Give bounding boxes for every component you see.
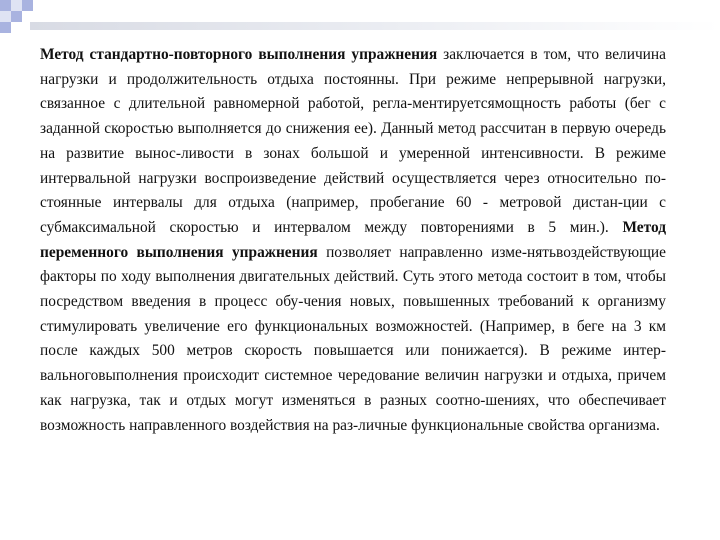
decor-square	[11, 11, 22, 22]
method-term-2: Метод переменного выполнения упражнения	[40, 218, 666, 261]
slide-header-decoration	[0, 0, 720, 40]
paragraph-part-2: позволяет направленно изме-нятьвоздействующие факторы по ходу выполнения двигательных действий. Суть этого метода состоит в том, чтобы посредством введения в процесс обу-чения новых, повышенных требований к организму стимулировать увеличение его функциональных возможностей. (Например, в беге на 3 км после каждых 500 метров скорость повышается или понижается). В режиме интер-вальноговыполнения происходит системное чередование величин нагрузки и отдыха, причем как нагрузка, так и отдых могут изменяться в разных соотно-шениях, что обеспечивает возможность направленного воздействия на раз-личные функциональные свойства организма.	[40, 243, 666, 434]
decor-square	[0, 0, 11, 11]
body-paragraph	[40, 43, 666, 438]
decor-square	[0, 11, 11, 22]
decor-square	[22, 0, 33, 11]
decor-square	[0, 22, 11, 33]
method-term-1: Метод стандартно-повторного выполнения упражнения	[40, 46, 438, 63]
header-gradient-bar	[30, 22, 720, 30]
paragraph-part-1: заключается в том, что величина нагрузки и продолжительность отдыха постоянны. При режиме непрерывной нагрузки, связанное с длительной равномерной работой, регла-ментируетсямощность работы (бег с заданной скоростью выполняется до снижения ее). Данный метод рассчитан в первую очередь на развитие вынос-ливости в зонах большой и умеренной интенсивности. В режиме интервальной нагрузки воспроизведение действий осуществляется через относительно по-стоянные интервалы для отдыха (например, пробегание 60 - метровой дистан-ции с субмаксимальной скоростью и интервалом между повторениями в 5 мин.).	[40, 46, 666, 236]
decor-square	[11, 0, 22, 11]
